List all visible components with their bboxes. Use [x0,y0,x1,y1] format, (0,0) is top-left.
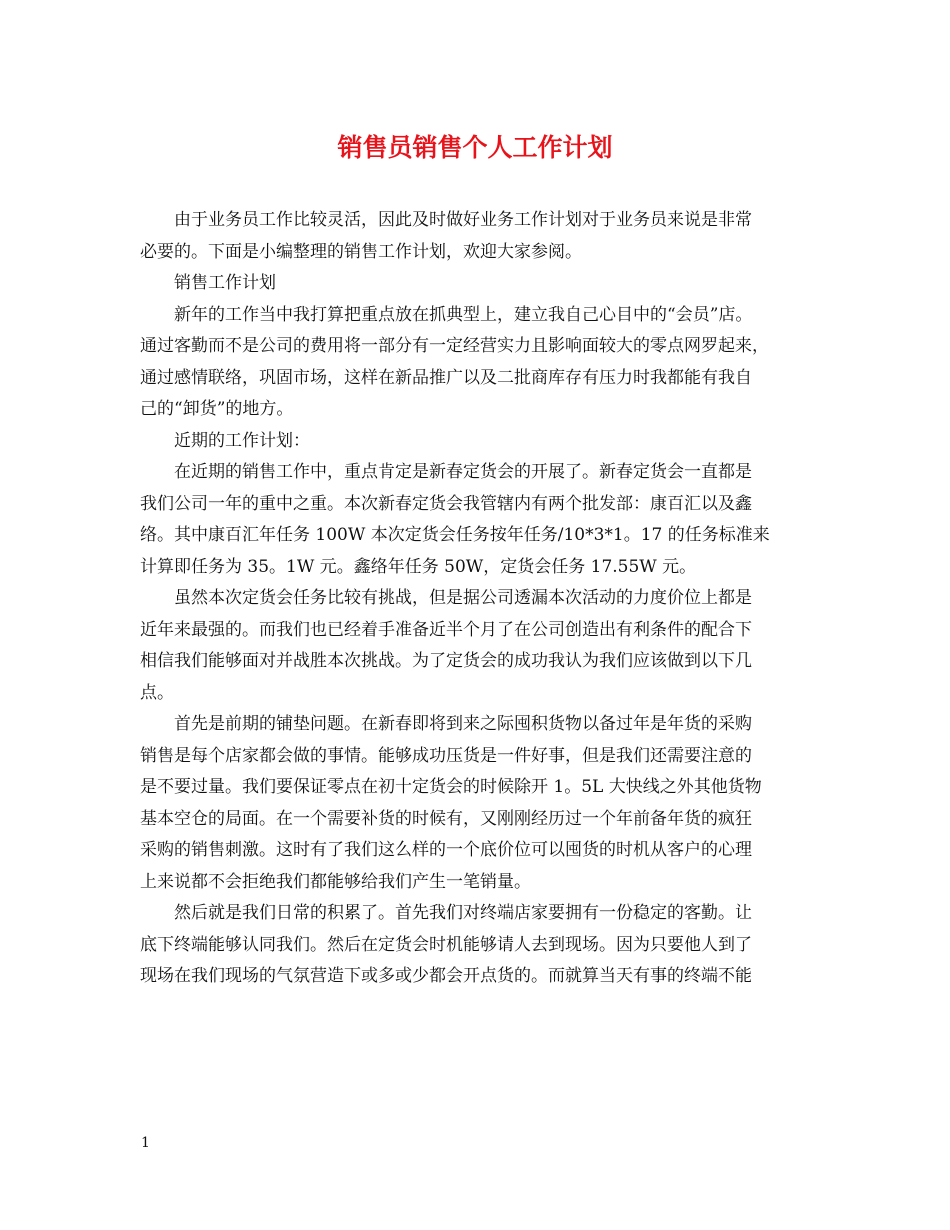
text-line: 我们公司一年的重中之重。本次新春定货会我管辖内有两个批发部：康百汇以及鑫 [140,493,752,514]
text-line: 必要的。下面是小编整理的销售工作计划，欢迎大家参阅。 [140,241,582,262]
text-line: 是不要过量。我们要保证零点在初十定货会的时候除开 1。5L 大快线之外其他货物 [140,777,762,797]
page-number: 1 [141,1135,150,1151]
paragraph [140,205,812,268]
text-line: 由于业务员工作比较灵活，因此及时做好业务工作计划对于业务员来说是非常 [174,210,752,230]
text-line: 采购的销售刺激。这时有了我们这么样的一个底价位可以囤货的时机从客户的心理 [140,840,752,860]
text-line: 然后就是我们日常的积累了。首先我们对终端店家要拥有一份稳定的客勤。让 [174,903,752,923]
text-line: 新年的工作当中我打算把重点放在抓典型上，建立我自己心目中的“会员”店。 [174,304,753,325]
text-line: 通过客勤而不是公司的费用将一部分有一定经营实力且影响面较大的零点网罗起来， [140,336,769,356]
text-line: 计算即任务为 35。1W 元。鑫络年任务 50W，定货会任务 17.55W 元。 [140,556,697,577]
text-line: 现场在我们现场的气氛营造下或多或少都会开点货的。而就算当天有事的终端不能 [140,966,752,986]
text-line: 通过感情联络，巩固市场，这样在新品推广以及二批商库存有压力时我都能有我自 [140,367,752,388]
text-line: 基本空仓的局面。在一个需要补货的时候有，又刚刚经历过一个年前备年货的疯狂 [140,808,752,829]
text-line: 相信我们能够面对并战胜本次挑战。为了定货会的成功我认为我们应该做到以下几 [140,651,752,671]
paragraph [140,300,812,426]
paragraph [140,457,812,583]
text-line: 在近期的销售工作中，重点肯定是新春定货会的开展了。新春定货会一直都是 [174,462,752,482]
text-line: 近年来最强的。而我们也已经着手准备近半个月了在公司创造出有利条件的配合下 [140,619,752,640]
text-line: 销售是每个店家都会做的事情。能够成功压货是一件好事，但是我们还需要注意的 [140,745,752,766]
text-line: 虽然本次定货会任务比较有挑战，但是据公司透漏本次活动的力度价位上都是 [174,588,752,608]
paragraph [140,898,812,993]
text-line: 络。其中康百汇年任务 100W 本次定货会任务按年任务/10*3*1。17 的任务标准来 [140,525,770,545]
paragraph [140,709,812,898]
paragraph [140,268,812,300]
text-line: 上来说都不会拒绝我们都能够给我们产生一笔销量。 [140,871,531,892]
text-line: 己的“卸货”的地方。 [140,399,294,419]
text-line: 底下终端能够认同我们。然后在定货会时机能够请人去到现场。因为只要他人到了 [140,934,752,955]
text-line: 销售工作计划 [174,273,276,293]
text-line: 首先是前期的铺垫问题。在新春即将到来之际囤积货物以备过年是年货的采购 [174,714,752,734]
paragraph [140,426,812,458]
document-title: 销售员销售个人工作计划 [337,133,613,162]
paragraph [140,583,812,709]
text-line: 点。 [140,682,174,703]
document-body [140,205,812,993]
text-line: 近期的工作计划： [174,430,310,451]
